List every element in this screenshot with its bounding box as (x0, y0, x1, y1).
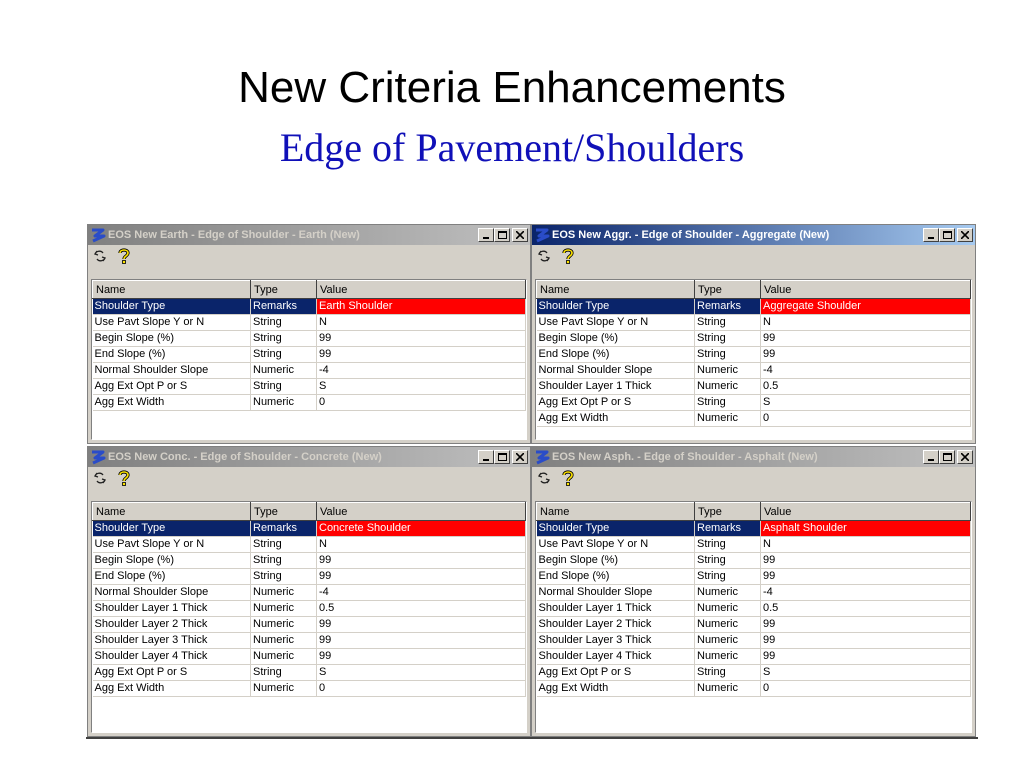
window-controls (478, 228, 528, 242)
header-row (93, 503, 526, 521)
table-row[interactable] (93, 617, 526, 633)
table-row[interactable] (537, 299, 971, 315)
table-row[interactable] (537, 379, 971, 395)
properties-table (536, 280, 971, 427)
row-type: String (251, 665, 317, 681)
row-value[interactable]: 0.5 (317, 601, 526, 617)
close-button[interactable] (957, 450, 973, 464)
row-name: Shoulder Layer 4 Thick (537, 649, 695, 665)
column-header-value[interactable]: Value (317, 503, 526, 521)
table-row[interactable] (537, 649, 971, 665)
table-row[interactable] (93, 601, 526, 617)
table-row[interactable] (537, 537, 971, 553)
row-name: Agg Ext Width (537, 411, 695, 427)
maximize-button[interactable] (939, 450, 955, 464)
row-name: Shoulder Layer 2 Thick (537, 617, 695, 633)
window-title: EOS New Asph. - Edge of Shoulder - Asphalt (New) (552, 451, 818, 463)
table-row[interactable] (93, 633, 526, 649)
refresh-icon[interactable] (536, 470, 552, 486)
minimize-button[interactable] (923, 450, 939, 464)
row-value[interactable]: 99 (761, 633, 971, 649)
minimize-button[interactable] (478, 450, 494, 464)
row-value[interactable]: N (761, 537, 971, 553)
row-value[interactable]: -4 (317, 363, 526, 379)
row-type: String (695, 553, 761, 569)
row-name: Shoulder Layer 2 Thick (93, 617, 251, 633)
row-name: Use Pavt Slope Y or N (93, 537, 251, 553)
row-value[interactable]: S (761, 395, 971, 411)
row-type: Numeric (695, 617, 761, 633)
row-name: Begin Slope (%) (93, 553, 251, 569)
row-value[interactable]: 0 (317, 395, 526, 411)
properties-grid[interactable] (91, 279, 527, 440)
row-type: Numeric (251, 633, 317, 649)
table-row[interactable] (537, 601, 971, 617)
row-name: End Slope (%) (537, 569, 695, 585)
column-header-type[interactable]: Type (251, 281, 317, 299)
row-value[interactable]: -4 (761, 363, 971, 379)
help-icon[interactable] (560, 248, 576, 264)
table-row[interactable] (93, 363, 526, 379)
window-aggregate-shoulder[interactable] (531, 224, 976, 444)
column-header-type[interactable]: Type (251, 503, 317, 521)
row-name: Begin Slope (%) (537, 553, 695, 569)
row-value[interactable]: 0 (761, 681, 971, 697)
row-type: Remarks (251, 299, 317, 315)
row-name: Normal Shoulder Slope (93, 585, 251, 601)
row-name: Use Pavt Slope Y or N (93, 315, 251, 331)
row-name: Shoulder Layer 3 Thick (537, 633, 695, 649)
row-value[interactable]: Earth Shoulder (317, 299, 526, 315)
table-row[interactable] (537, 585, 971, 601)
header-row (93, 281, 526, 299)
table-row[interactable] (93, 569, 526, 585)
title-bar[interactable] (532, 225, 975, 245)
row-type: Remarks (251, 521, 317, 537)
row-name: End Slope (%) (93, 347, 251, 363)
row-name: Shoulder Layer 1 Thick (537, 379, 695, 395)
table-row[interactable] (537, 315, 971, 331)
row-value[interactable]: 99 (317, 617, 526, 633)
title-bar[interactable] (88, 447, 530, 467)
row-type: String (695, 347, 761, 363)
window-controls (923, 450, 973, 464)
row-value[interactable]: 99 (317, 347, 526, 363)
app-logo-icon (534, 227, 550, 243)
row-type: String (695, 315, 761, 331)
slide-subtitle: Edge of Pavement/Shoulders (279, 125, 745, 170)
column-header-value[interactable]: Value (317, 281, 526, 299)
table-row[interactable] (93, 299, 526, 315)
row-name: End Slope (%) (537, 347, 695, 363)
slide-title: New Criteria Enhancements (238, 63, 786, 112)
column-header-value[interactable]: Value (761, 281, 971, 299)
title-bar[interactable] (88, 225, 530, 245)
toolbar (88, 245, 530, 267)
row-value[interactable]: 0 (317, 681, 526, 697)
toolbar (532, 467, 975, 489)
row-type: Numeric (695, 411, 761, 427)
row-type: Numeric (251, 649, 317, 665)
table-row[interactable] (537, 665, 971, 681)
window-asphalt-shoulder[interactable] (531, 446, 976, 737)
row-type: Numeric (251, 681, 317, 697)
window-controls (923, 228, 973, 242)
row-value[interactable]: 0.5 (761, 601, 971, 617)
row-type: Numeric (695, 633, 761, 649)
table-row[interactable] (537, 395, 971, 411)
row-value[interactable]: 99 (317, 569, 526, 585)
table-row[interactable] (93, 665, 526, 681)
column-header-name[interactable]: Name (537, 503, 695, 521)
column-header-type[interactable]: Type (695, 281, 761, 299)
row-type: Numeric (251, 617, 317, 633)
row-type: String (251, 347, 317, 363)
row-type: Remarks (695, 521, 761, 537)
close-button[interactable] (512, 228, 528, 242)
row-value[interactable]: -4 (317, 585, 526, 601)
row-name: Begin Slope (%) (537, 331, 695, 347)
row-name: Agg Ext Opt P or S (537, 395, 695, 411)
row-type: String (695, 537, 761, 553)
table-row[interactable] (93, 649, 526, 665)
row-type: Numeric (251, 601, 317, 617)
window-concrete-shoulder[interactable] (87, 446, 531, 737)
table-row[interactable] (537, 633, 971, 649)
table-row[interactable] (93, 553, 526, 569)
row-value[interactable]: N (317, 537, 526, 553)
row-type: Numeric (695, 601, 761, 617)
row-value[interactable]: S (761, 665, 971, 681)
row-value[interactable]: S (317, 665, 526, 681)
table-row[interactable] (537, 521, 971, 537)
row-type: Numeric (695, 363, 761, 379)
row-name: Shoulder Type (537, 299, 695, 315)
refresh-icon[interactable] (536, 248, 552, 264)
row-name: Shoulder Layer 4 Thick (93, 649, 251, 665)
row-name: Normal Shoulder Slope (537, 585, 695, 601)
row-name: Agg Ext Opt P or S (93, 665, 251, 681)
properties-table (92, 280, 526, 411)
app-logo-icon (90, 449, 106, 465)
row-type: Numeric (695, 649, 761, 665)
row-type: String (695, 569, 761, 585)
row-name: Use Pavt Slope Y or N (537, 537, 695, 553)
table-row[interactable] (537, 681, 971, 697)
row-type: Numeric (695, 585, 761, 601)
row-name: Use Pavt Slope Y or N (537, 315, 695, 331)
table-row[interactable] (93, 347, 526, 363)
help-icon[interactable] (560, 470, 576, 486)
row-type: String (695, 395, 761, 411)
row-value[interactable]: 99 (761, 569, 971, 585)
row-name: Agg Ext Width (537, 681, 695, 697)
row-value[interactable]: 99 (317, 331, 526, 347)
row-name: Agg Ext Width (93, 681, 251, 697)
row-value[interactable]: N (317, 315, 526, 331)
column-header-value[interactable]: Value (761, 503, 971, 521)
refresh-icon[interactable] (92, 470, 108, 486)
table-row[interactable] (537, 411, 971, 427)
table-row[interactable] (537, 363, 971, 379)
row-type: Numeric (695, 681, 761, 697)
row-name: Begin Slope (%) (93, 331, 251, 347)
row-type: Numeric (251, 395, 317, 411)
row-value[interactable]: 0 (761, 411, 971, 427)
window-title: EOS New Earth - Edge of Shoulder - Earth (New) (108, 229, 360, 241)
column-header-name[interactable]: Name (93, 503, 251, 521)
refresh-icon[interactable] (92, 248, 108, 264)
window-controls (478, 450, 528, 464)
table-row[interactable] (93, 331, 526, 347)
maximize-button[interactable] (494, 450, 510, 464)
close-button[interactable] (957, 228, 973, 242)
row-value[interactable]: Concrete Shoulder (317, 521, 526, 537)
row-type: String (251, 331, 317, 347)
table-row[interactable] (537, 617, 971, 633)
table-row[interactable] (537, 569, 971, 585)
row-name: Normal Shoulder Slope (93, 363, 251, 379)
row-value[interactable]: Aggregate Shoulder (761, 299, 971, 315)
row-value[interactable]: 99 (317, 633, 526, 649)
row-name: Shoulder Type (537, 521, 695, 537)
row-type: String (695, 331, 761, 347)
row-value[interactable]: 99 (761, 347, 971, 363)
app-logo-icon (90, 227, 106, 243)
minimize-button[interactable] (923, 228, 939, 242)
table-row[interactable] (93, 521, 526, 537)
row-type: String (251, 569, 317, 585)
row-value[interactable]: 99 (317, 649, 526, 665)
row-value[interactable]: 99 (761, 331, 971, 347)
table-row[interactable] (537, 553, 971, 569)
help-icon[interactable] (116, 248, 132, 264)
column-header-type[interactable]: Type (695, 503, 761, 521)
row-name: Shoulder Type (93, 521, 251, 537)
row-name: Agg Ext Opt P or S (93, 379, 251, 395)
row-name: Agg Ext Width (93, 395, 251, 411)
table-row[interactable] (537, 347, 971, 363)
table-row[interactable] (93, 537, 526, 553)
column-header-name[interactable]: Name (93, 281, 251, 299)
row-type: String (695, 665, 761, 681)
table-row[interactable] (93, 379, 526, 395)
row-value[interactable]: S (317, 379, 526, 395)
title-bar[interactable] (532, 447, 975, 467)
row-name: Normal Shoulder Slope (537, 363, 695, 379)
properties-table (92, 502, 526, 697)
row-name: Shoulder Layer 3 Thick (93, 633, 251, 649)
row-value[interactable]: 0.5 (761, 379, 971, 395)
app-logo-icon (534, 449, 550, 465)
row-type: String (251, 537, 317, 553)
properties-grid[interactable] (535, 279, 972, 440)
row-value[interactable]: 99 (761, 649, 971, 665)
toolbar (88, 467, 530, 489)
row-type: String (251, 553, 317, 569)
table-row[interactable] (93, 315, 526, 331)
minimize-button[interactable] (478, 228, 494, 242)
properties-table (536, 502, 971, 697)
maximize-button[interactable] (494, 228, 510, 242)
column-header-name[interactable]: Name (537, 281, 695, 299)
row-name: Shoulder Layer 1 Thick (93, 601, 251, 617)
table-row[interactable] (537, 331, 971, 347)
table-row[interactable] (93, 681, 526, 697)
row-name: End Slope (%) (93, 569, 251, 585)
window-title: EOS New Conc. - Edge of Shoulder - Concrete (New) (108, 451, 382, 463)
header-row (537, 503, 971, 521)
row-name: Agg Ext Opt P or S (537, 665, 695, 681)
properties-grid[interactable] (535, 501, 972, 733)
bottom-divider (86, 737, 978, 739)
row-value[interactable]: N (761, 315, 971, 331)
maximize-button[interactable] (939, 228, 955, 242)
close-button[interactable] (512, 450, 528, 464)
header-row (537, 281, 971, 299)
row-value[interactable]: -4 (761, 585, 971, 601)
window-earth-shoulder[interactable] (87, 224, 531, 444)
row-value[interactable]: 99 (317, 553, 526, 569)
table-row[interactable] (93, 585, 526, 601)
window-title: EOS New Aggr. - Edge of Shoulder - Aggregate (New) (552, 229, 830, 241)
row-type: Numeric (251, 363, 317, 379)
row-type: Numeric (695, 379, 761, 395)
row-type: Numeric (251, 585, 317, 601)
row-name: Shoulder Type (93, 299, 251, 315)
row-name: Shoulder Layer 1 Thick (537, 601, 695, 617)
toolbar (532, 245, 975, 267)
help-icon[interactable] (116, 470, 132, 486)
table-row[interactable] (93, 395, 526, 411)
properties-grid[interactable] (91, 501, 527, 733)
row-value[interactable]: 99 (761, 553, 971, 569)
row-type: String (251, 379, 317, 395)
row-value[interactable]: 99 (761, 617, 971, 633)
row-type: Remarks (695, 299, 761, 315)
row-type: String (251, 315, 317, 331)
row-value[interactable]: Asphalt Shoulder (761, 521, 971, 537)
